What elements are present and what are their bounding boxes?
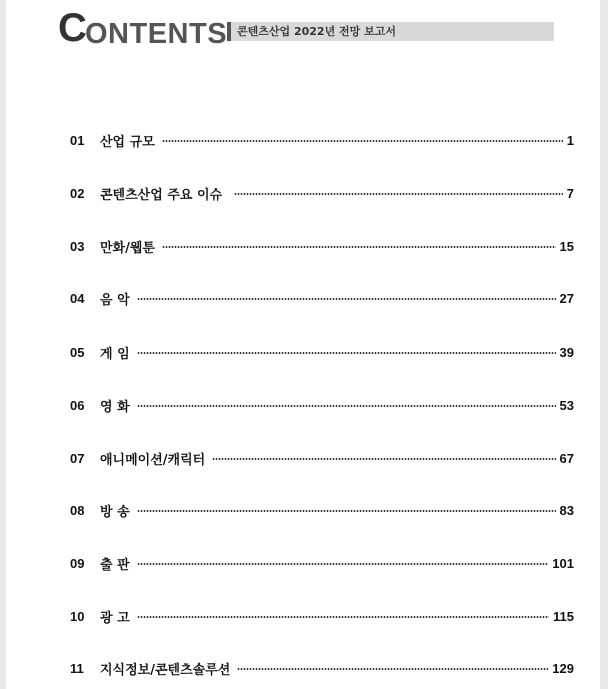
toc-page-number: 115 xyxy=(553,608,574,624)
toc-number: 11 xyxy=(70,660,84,676)
dot-leader xyxy=(137,563,549,565)
toc-title: 지식정보/콘텐츠솔루션 xyxy=(100,662,231,678)
toc-number: 01 xyxy=(70,132,85,148)
dot-leader xyxy=(137,405,556,407)
toc-title: 광 고 xyxy=(100,610,130,626)
report-subtitle: 콘텐츠산업 2022년 전망 보고서 xyxy=(237,25,396,38)
toc-title: 산업 규모 xyxy=(100,134,155,150)
toc-title: 게 임 xyxy=(100,346,130,362)
toc-number: 08 xyxy=(70,502,85,518)
toc-title: 방 송 xyxy=(100,504,130,520)
toc-page-number: 15 xyxy=(559,238,574,254)
dot-leader xyxy=(234,193,563,195)
subtitle-accent xyxy=(227,22,231,41)
document-page xyxy=(6,0,600,689)
toc-page-number: 53 xyxy=(559,397,574,413)
dot-leader xyxy=(137,352,556,354)
toc-title: 영 화 xyxy=(100,399,130,415)
toc-page-number: 1 xyxy=(566,132,574,148)
toc-number: 06 xyxy=(70,397,85,413)
toc-entry[interactable] xyxy=(70,604,574,628)
toc-entry[interactable] xyxy=(70,181,574,205)
toc-title: 음 악 xyxy=(100,292,130,308)
toc-page-number: 101 xyxy=(552,555,574,571)
toc-page-number: 129 xyxy=(552,660,574,676)
toc-entry[interactable] xyxy=(70,551,574,575)
toc-entry[interactable] xyxy=(70,340,574,364)
toc-title: 출 판 xyxy=(100,557,130,573)
toc-title: 콘텐츠산업 주요 이슈 xyxy=(100,187,227,203)
toc-number: 07 xyxy=(70,450,85,466)
contents-header xyxy=(58,8,558,48)
toc-entry[interactable] xyxy=(70,234,574,258)
title-initial: C xyxy=(58,6,87,50)
dot-leader xyxy=(137,510,556,512)
toc-title: 애니메이션/캐릭터 xyxy=(100,452,206,468)
dot-leader xyxy=(162,246,556,248)
toc-page-number: 83 xyxy=(559,502,574,518)
toc-page-number: 39 xyxy=(559,344,574,360)
subtitle-bar xyxy=(227,22,554,41)
toc-title: 만화/웹툰 xyxy=(100,240,155,256)
toc-entry[interactable] xyxy=(70,498,574,522)
toc-entry[interactable] xyxy=(70,128,574,152)
toc-number: 02 xyxy=(70,185,85,201)
title-rest: ONTENTS xyxy=(85,18,228,50)
toc-entry[interactable] xyxy=(70,446,574,470)
dot-leader xyxy=(212,458,555,460)
toc-entry[interactable] xyxy=(70,656,574,680)
toc-page-number: 67 xyxy=(559,450,574,466)
toc-number: 04 xyxy=(70,290,85,306)
toc-number: 09 xyxy=(70,555,85,571)
toc-entry[interactable] xyxy=(70,286,574,310)
toc-number: 10 xyxy=(70,608,85,624)
dot-leader xyxy=(137,298,556,300)
dot-leader xyxy=(137,616,549,618)
dot-leader xyxy=(162,140,563,142)
dot-leader xyxy=(237,668,548,670)
toc-number: 05 xyxy=(70,344,85,360)
toc-entry[interactable] xyxy=(70,393,574,417)
toc-page-number: 7 xyxy=(566,185,574,201)
toc-page-number: 27 xyxy=(559,290,574,306)
toc-number: 03 xyxy=(70,238,85,254)
